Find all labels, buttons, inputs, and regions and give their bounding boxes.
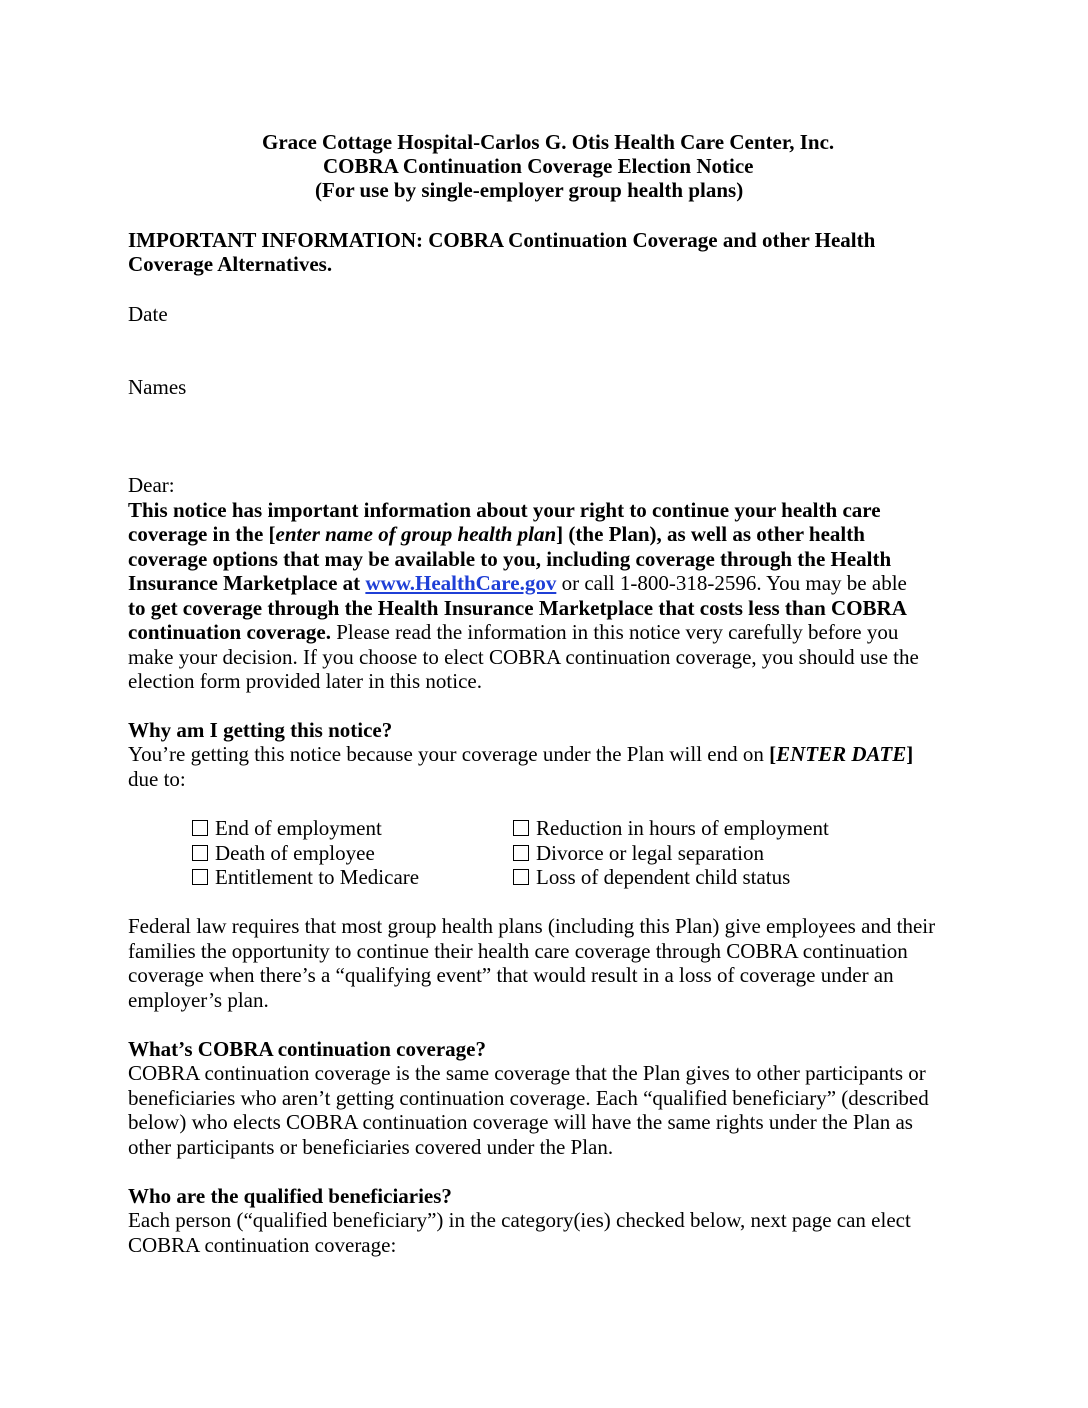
checkbox-reduction-in-hours[interactable] xyxy=(513,816,829,840)
checkbox-icon xyxy=(513,869,529,885)
who-line: Each person (“qualified beneficiary”) in the category(ies) checked below, next page can elect xyxy=(128,1208,911,1232)
why-line xyxy=(128,742,913,766)
checkbox-label: Divorce or legal separation xyxy=(536,841,764,865)
whats-line: COBRA continuation coverage is the same coverage that the Plan gives to other participants or xyxy=(128,1061,926,1085)
whats-line: other participants or beneficiaries covered under the Plan. xyxy=(128,1135,614,1159)
checkbox-label: Entitlement to Medicare xyxy=(215,865,420,889)
why-text: [ xyxy=(769,742,777,766)
federal-line: employer’s plan. xyxy=(128,988,269,1012)
intro-text: Insurance Marketplace at xyxy=(128,571,366,595)
checkbox-icon xyxy=(192,869,208,885)
important-heading-line1: IMPORTANT INFORMATION: COBRA Continuation Coverage and other Health xyxy=(128,228,876,252)
federal-line: coverage when there’s a “qualifying event” that would result in a loss of coverage under an xyxy=(128,963,894,987)
checkbox-icon xyxy=(513,820,529,836)
intro-line xyxy=(128,620,898,644)
intro-text: ] (the Plan), as well as other health xyxy=(556,522,865,546)
names-label: Names xyxy=(128,375,187,399)
intro-line: to get coverage through the Health Insurance Marketplace that costs less than COBRA xyxy=(128,596,907,620)
checkbox-label: Reduction in hours of employment xyxy=(536,816,829,840)
intro-line xyxy=(128,522,865,546)
healthcare-gov-link[interactable]: www.HealthCare.gov xyxy=(365,571,557,595)
checkbox-label: Loss of dependent child status xyxy=(536,865,791,889)
checkbox-label: Death of employee xyxy=(215,841,375,865)
intro-text: continuation coverage. xyxy=(128,620,331,644)
whats-line: below) who elects COBRA continuation coverage will have the same rights under the Plan as xyxy=(128,1110,913,1134)
checkbox-loss-of-dependent-status[interactable] xyxy=(513,865,790,889)
salutation: Dear: xyxy=(128,473,175,497)
why-text: ] xyxy=(906,742,914,766)
federal-line: Federal law requires that most group health plans (including this Plan) give employees and their xyxy=(128,914,936,938)
why-text: You’re getting this notice because your coverage under the Plan will end on xyxy=(128,742,770,766)
whats-cobra-heading: What’s COBRA continuation coverage? xyxy=(128,1037,486,1061)
date-label: Date xyxy=(128,302,168,326)
checkbox-icon xyxy=(192,845,208,861)
intro-text: coverage in the [ xyxy=(128,522,276,546)
who-heading: Who are the qualified beneficiaries? xyxy=(128,1184,452,1208)
important-heading-line2: Coverage Alternatives. xyxy=(128,252,333,276)
intro-line xyxy=(128,571,907,595)
why-line: due to: xyxy=(128,767,186,791)
end-date-placeholder: ENTER DATE xyxy=(776,742,907,766)
who-line: COBRA continuation coverage: xyxy=(128,1233,397,1257)
notice-subtitle: (For use by single-employer group health plans) xyxy=(315,178,744,202)
checkbox-label: End of employment xyxy=(215,816,382,840)
checkbox-entitlement-to-medicare[interactable] xyxy=(192,865,419,889)
hospital-name: Grace Cottage Hospital-Carlos G. Otis Health Care Center, Inc. xyxy=(262,130,835,154)
intro-text: or call 1-800-318-2596. You may be able xyxy=(556,571,907,595)
why-heading: Why am I getting this notice? xyxy=(128,718,393,742)
checkbox-icon xyxy=(513,845,529,861)
checkbox-icon xyxy=(192,820,208,836)
intro-line: coverage options that may be available to you, including coverage through the Health xyxy=(128,547,892,571)
checkbox-end-of-employment[interactable] xyxy=(192,816,382,840)
intro-text: Please read the information in this notice very carefully before you xyxy=(330,620,899,644)
notice-title: COBRA Continuation Coverage Election Notice xyxy=(323,154,754,178)
plan-name-placeholder: enter name of group health plan xyxy=(275,522,557,546)
intro-line: This notice has important information about your right to continue your health care xyxy=(128,498,881,522)
intro-line: make your decision. If you choose to elect COBRA continuation coverage, you should use the xyxy=(128,645,919,669)
checkbox-divorce-or-separation[interactable] xyxy=(513,841,764,865)
federal-line: families the opportunity to continue their health care coverage through COBRA continuation xyxy=(128,939,908,963)
checkbox-death-of-employee[interactable] xyxy=(192,841,375,865)
intro-line: election form provided later in this notice. xyxy=(128,669,482,693)
whats-line: beneficiaries who aren’t getting continuation coverage. Each “qualified beneficiary” (described xyxy=(128,1086,929,1110)
